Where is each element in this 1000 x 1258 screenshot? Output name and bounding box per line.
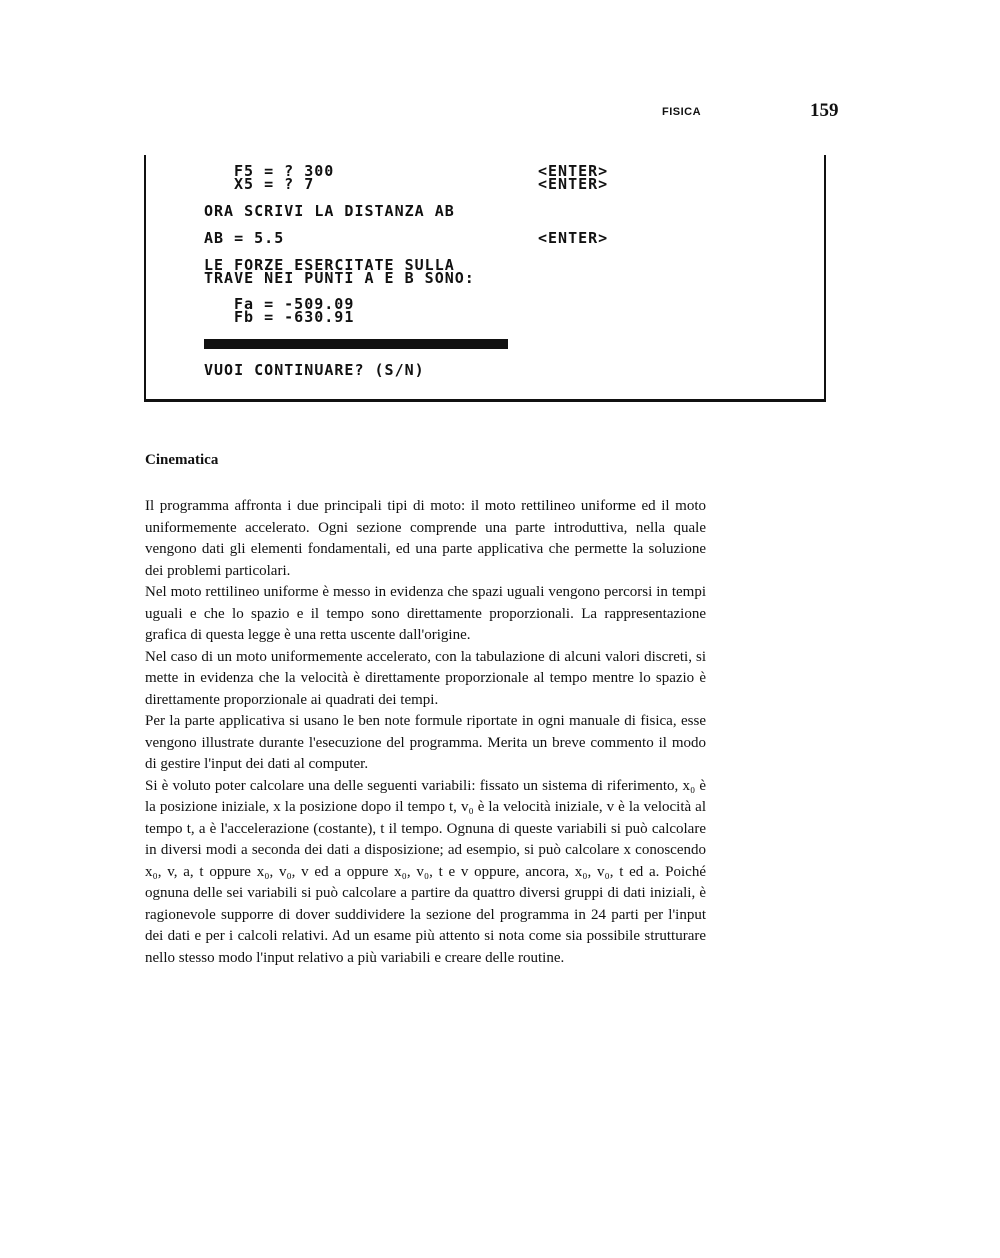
screen-enter-3: <ENTER> [538,229,609,247]
screen-line-x5: X5 = ? 7 [234,175,315,193]
paragraph: Il programma affronta i due principali tipi di moto: il moto rettilineo uniforme ed il moto uniformemente accelerato. Ogni sezione comprende una parte introduttiva, nella quale vengono dati gli elementi fondamentali, ed una parte applicativa che permette la soluzione dei problemi particolari. [145,498,706,579]
running-head: FISICA [662,106,702,118]
screen-line-continuare: VUOI CONTINUARE? (S/N) [204,361,425,379]
paragraph: Nel caso di un moto uniformemente accelerato, con la tabulazione di alcuni valori discreti, si mette in evidenza che la velocità è direttamente proporzionale al tempo mentre lo spazio è direttamente proporzionale ai quadrati dei tempi. [145,648,706,708]
body-text [145,496,706,969]
screen-enter-1: <ENTER> [538,162,609,180]
screen-line-ab: AB = 5.5 [204,229,285,247]
computer-screen-output [144,155,826,402]
progress-bar-fill [204,339,508,349]
screen-line-forze-2: TRAVE NEI PUNTI A E B SONO: [204,269,475,287]
page-number: 159 [810,100,839,121]
paragraph: Si è voluto poter calcolare una delle seguenti variabili: fissato un sistema di riferimento, x₀ è la posizione iniziale, x la posizione dopo il tempo t, v₀ è la velocità iniziale, v è la velocità al tempo t, a è l'accelerazione (costante), t il tempo. Ognuna di queste variabili si può calcolare in diversi modi a seconda dei dati a disposizione; ad esempio, si può calcolare x conoscendo x₀, v, a, t oppure x₀, v₀, v ed a oppure x₀, v₀, t e v oppure, ancora, x₀, v₀, t ed a. Poiché ognuna delle sei variabili si può calcolare a partire da quattro diversi gruppi di dati iniziali, è ragionevole supporre di dover suddividere la sezione del programma in 24 parti per l'input dei dati e per i calcoli relativi. Ad un esame più attento si nota come sia possibile strutturare nello stesso modo l'input relativo a più variabili e creare delle routine. [145,777,706,966]
screen-line-f5: F5 = ? 300 [234,162,335,180]
screen-line-ora: ORA SCRIVI LA DISTANZA AB [204,202,455,220]
screen-line-forze-1: LE FORZE ESERCITATE SULLA [204,256,455,274]
screen-line-fb: Fb = -630.91 [234,308,355,326]
section-heading: Cinematica [145,452,219,468]
screen-line-fa: Fa = -509.09 [234,295,355,313]
paragraph: Per la parte applicativa si usano le ben note formule riportate in ogni manuale di fisica, esse vengono illustrate durante l'esecuzione del programma. Merita un breve commento il modo di gestire l'input dei dati al computer. [145,713,706,772]
screen-enter-2: <ENTER> [538,175,609,193]
progress-bar [204,339,508,349]
paragraph: Nel moto rettilineo uniforme è messo in evidenza che spazi uguali vengono percorsi in tempi uguali e che lo spazio e il tempo sono direttamente proporzionali. La rappresentazione grafica di questa legge è una retta uscente dall'origine. [145,584,706,643]
